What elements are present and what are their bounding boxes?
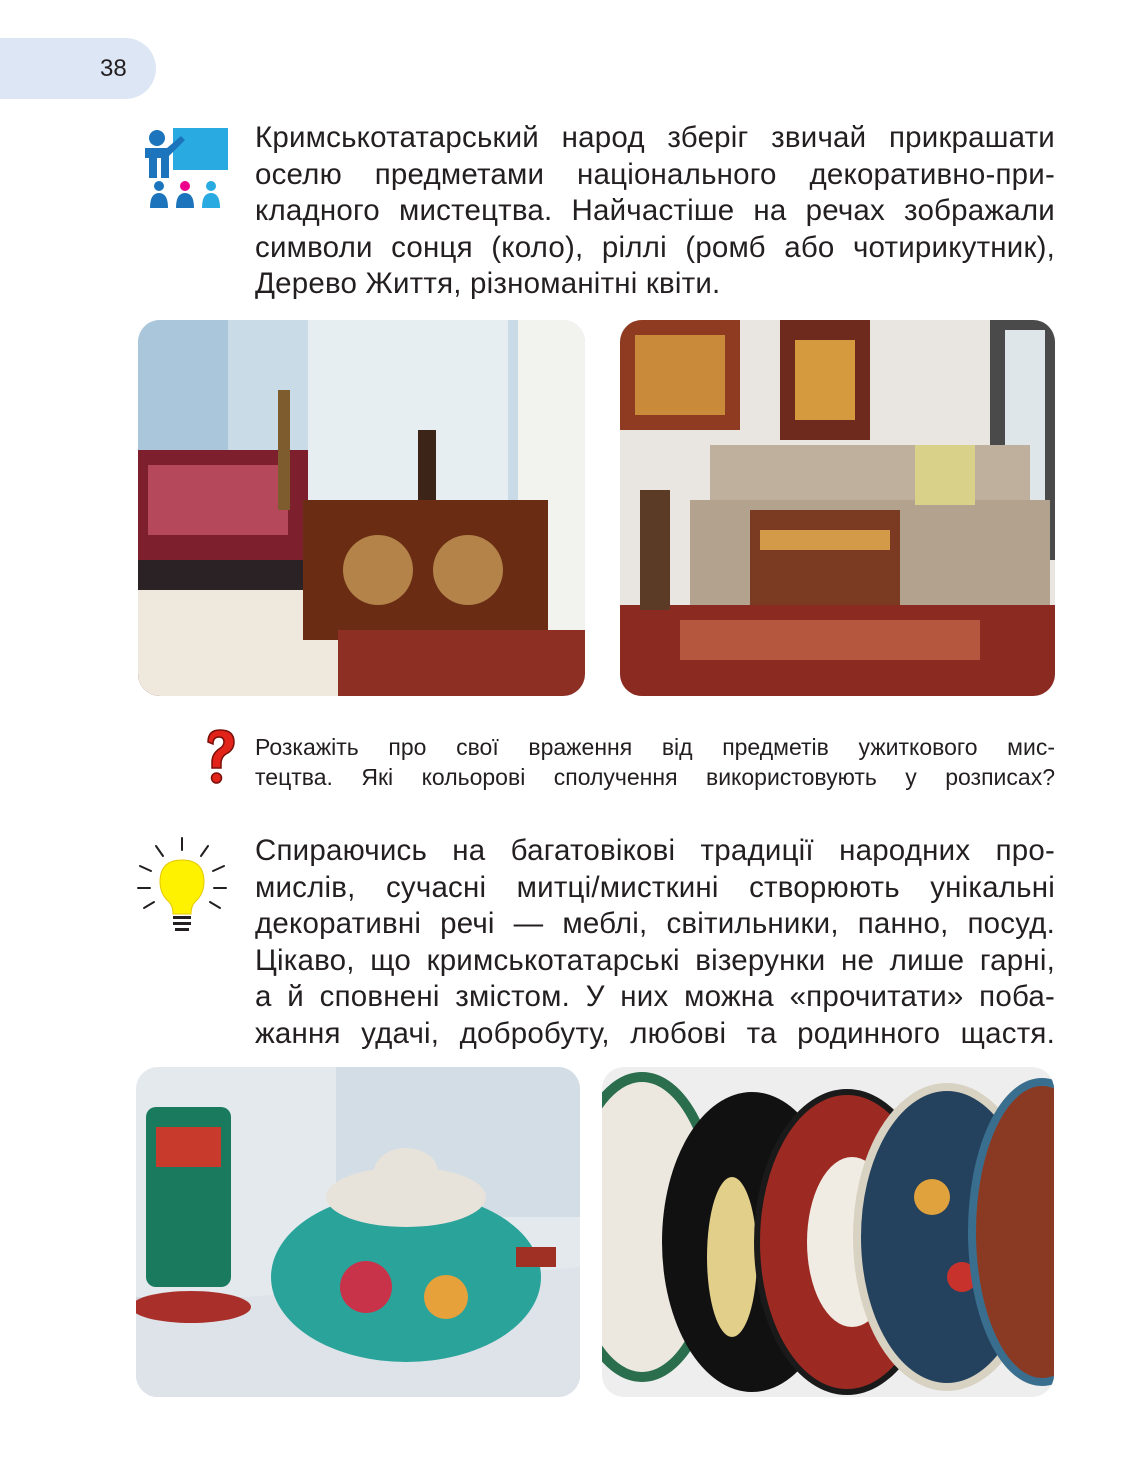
fact-line: декоративні речі — меблі, світильники, панно, посуд. [255,907,1055,940]
fact-paragraph [255,833,1055,1052]
intro-paragraph [255,120,1055,303]
intro-line: символи сонця (коло), ріллі (ромб або чотирикутник), [255,230,1055,264]
fact-line: жання удачі, добробуту, любові та родинного щастя. [255,1016,1055,1050]
intro-line: оселю предметами національного декоративно-при- [255,157,1055,191]
fact-line: мислів, сучасні митці/мисткині створюють унікальні [255,870,1055,904]
lightbulb-icon [136,836,228,938]
photo-modern-interior [620,320,1055,696]
question-mark-icon [200,728,238,784]
teacher-presentation-icon [135,126,230,212]
question-line: Розкажіть про свої враження від предметів ужиткового мис- [255,734,1055,760]
question-line: тецтва. Які кольорові сполучення використовують у розписах? [255,764,1055,790]
question-text [255,732,1055,792]
intro-line: Дерево Життя, різноманітні квіти. [255,267,721,300]
page-number-tab [0,38,156,99]
photo-ceramic-teapot [136,1067,580,1397]
fact-line: а й сповнені змістом. У них можна «прочитати» поба- [255,980,1055,1013]
fact-line: Спираючись на багатовікові традиції народних про- [255,834,1055,867]
photo-traditional-interior [138,320,585,696]
intro-line: Кримськотатарський народ зберіг звичай прикрашати [255,121,1055,154]
intro-line: кладного мистецтва. Найчастіше на речах зображали [255,194,1055,227]
page-number: 38 [100,55,127,82]
photo-painted-plates [602,1067,1054,1397]
fact-line: Цікаво, що кримськотатарські візерунки не лише гарні, [255,943,1055,977]
